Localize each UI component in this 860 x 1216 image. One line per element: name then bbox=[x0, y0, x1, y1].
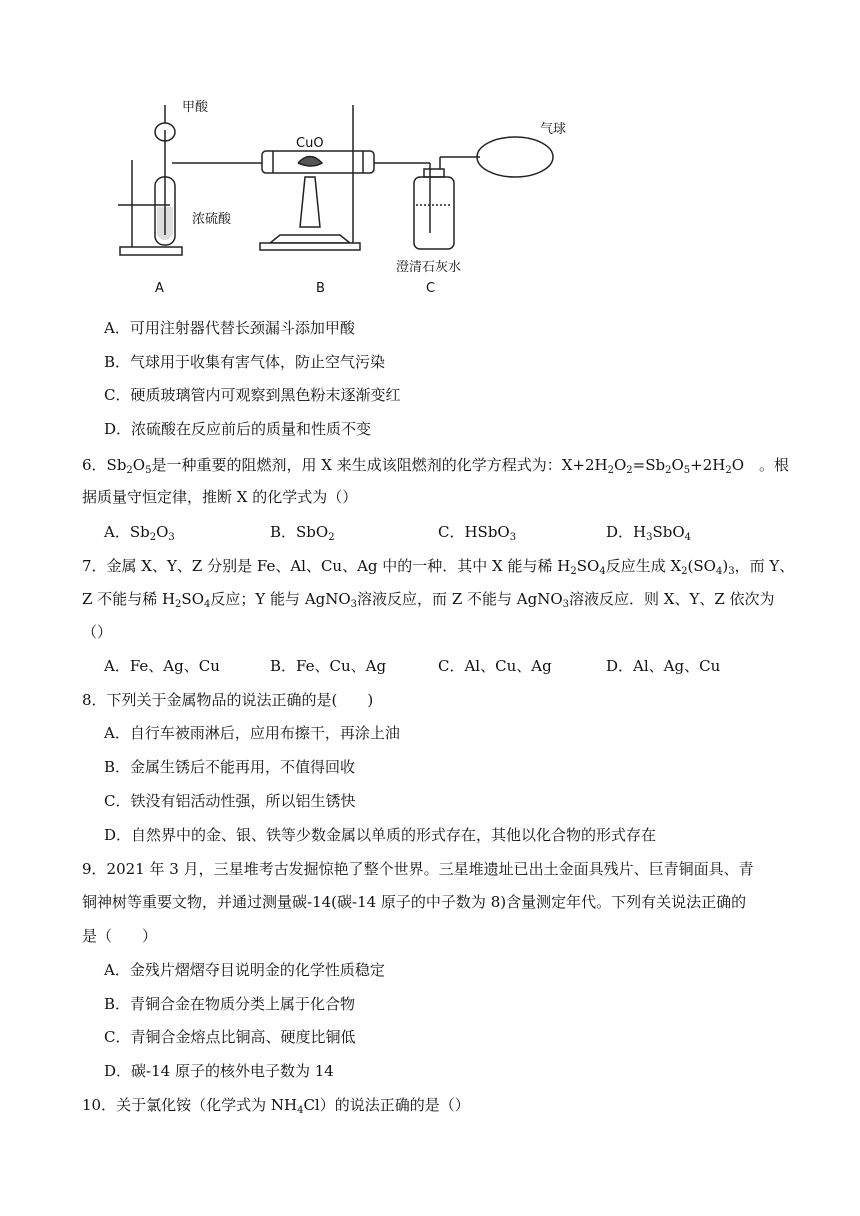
label-formic-acid: 甲酸 bbox=[182, 100, 209, 115]
q7-option-a: A．Fe、Ag、Cu bbox=[104, 657, 220, 675]
q5-option-a: A．可用注射器代替长颈漏斗添加甲酸 bbox=[104, 319, 355, 337]
q7-option-d: D．Al、Ag、Cu bbox=[606, 657, 721, 675]
label-conc-acid: 浓硫酸 bbox=[192, 212, 232, 227]
q6-stem-line2: 据质量守恒定律，推断 X 的化学式为（） bbox=[82, 488, 358, 506]
label-balloon: 气球 bbox=[540, 122, 567, 137]
apparatus-a bbox=[118, 105, 262, 255]
q9-stem-line3: 是（ ） bbox=[82, 927, 158, 945]
label-limewater: 澄清石灰水 bbox=[396, 260, 462, 275]
q9-stem-line1: 9．2021 年 3 月，三星堆考古发掘惊艳了整个世界。三星堆遗址已出土金面具残片、巨青铜面具、青 bbox=[82, 860, 754, 878]
q8-stem: 8．下列关于金属物品的说法正确的是( ) bbox=[82, 691, 374, 709]
q9-stem-line2: 铜神树等重要文物，并通过测量碳-14(碳-14 原子的中子数为 8)含量测定年代。下列有关说法正确的 bbox=[82, 893, 747, 911]
q8-option-c: C．铁没有铝活动性强，所以铝生锈快 bbox=[104, 792, 356, 810]
q10-stem: 10．关于氯化铵（化学式为 $NH_4Cl$）的说法正确的是（） bbox=[82, 1096, 470, 1116]
q9-option-c: C．青铜合金熔点比铜高、硬度比铜低 bbox=[104, 1028, 356, 1046]
label-a: A bbox=[155, 281, 164, 296]
label-c: C bbox=[426, 281, 436, 296]
q7-stem-line1: 7．金属 X、Y、Z 分别是 Fe、Al、Cu、Ag 中的一种．其中 X 能与稀 $H_2SO_4$反应生成 $X_2(SO_4)_3$，而 Y、 bbox=[82, 557, 795, 577]
q8-option-a: A．自行车被雨淋后，应用布擦干，再涂上油 bbox=[104, 724, 400, 742]
apparatus-b bbox=[260, 105, 430, 250]
q7-stem-line3: （） bbox=[82, 623, 113, 641]
q6-stem-line1: 6．$Sb_2O_5$是一种重要的阻燃剂，用 X 来生成该阻燃剂的化学方程式为：$X+2H_2O_2=Sb_2O_5+2H_2O$ 。根 bbox=[82, 456, 790, 476]
q8-option-b: B．金属生锈后不能再用，不值得回收 bbox=[104, 758, 356, 776]
q5-option-b: B．气球用于收集有害气体，防止空气污染 bbox=[104, 353, 386, 371]
q6-option-c: C．HSbO$_3$ bbox=[438, 523, 517, 543]
q5-option-c: C．硬质玻璃管内可观察到黑色粉末逐渐变红 bbox=[104, 386, 401, 404]
q5-option-d: D．浓硫酸在反应前后的质量和性质不变 bbox=[104, 420, 372, 438]
q9-option-b: B．青铜合金在物质分类上属于化合物 bbox=[104, 995, 356, 1013]
apparatus-diagram bbox=[110, 95, 590, 300]
q6-option-a: A．$Sb_2O_3$ bbox=[104, 523, 175, 543]
q9-option-a: A．金残片熠熠夺目说明金的化学性质稳定 bbox=[104, 961, 385, 979]
q7-stem-line2: Z 不能与稀 $H_2SO_4$反应；Y 能与 AgNO$_3$溶液反应，而 Z 不能与 AgNO$_3$溶液反应．则 X、Y、Z 依次为 bbox=[82, 590, 775, 610]
q6-option-b: B．SbO$_2$ bbox=[270, 523, 335, 543]
q8-option-d: D．自然界中的金、银、铁等少数金属以单质的形式存在，其他以化合物的形式存在 bbox=[104, 826, 657, 844]
label-cuo: CuO bbox=[296, 136, 324, 151]
label-b: B bbox=[316, 281, 325, 296]
apparatus-c bbox=[414, 137, 553, 249]
q7-option-b: B．Fe、Cu、Ag bbox=[270, 657, 387, 675]
q9-option-d: D．碳-14 原子的核外电子数为 14 bbox=[104, 1062, 334, 1080]
q7-option-c: C．Al、Cu、Ag bbox=[438, 657, 552, 675]
q6-option-d: D．$H_3SbO_4$ bbox=[606, 523, 692, 543]
